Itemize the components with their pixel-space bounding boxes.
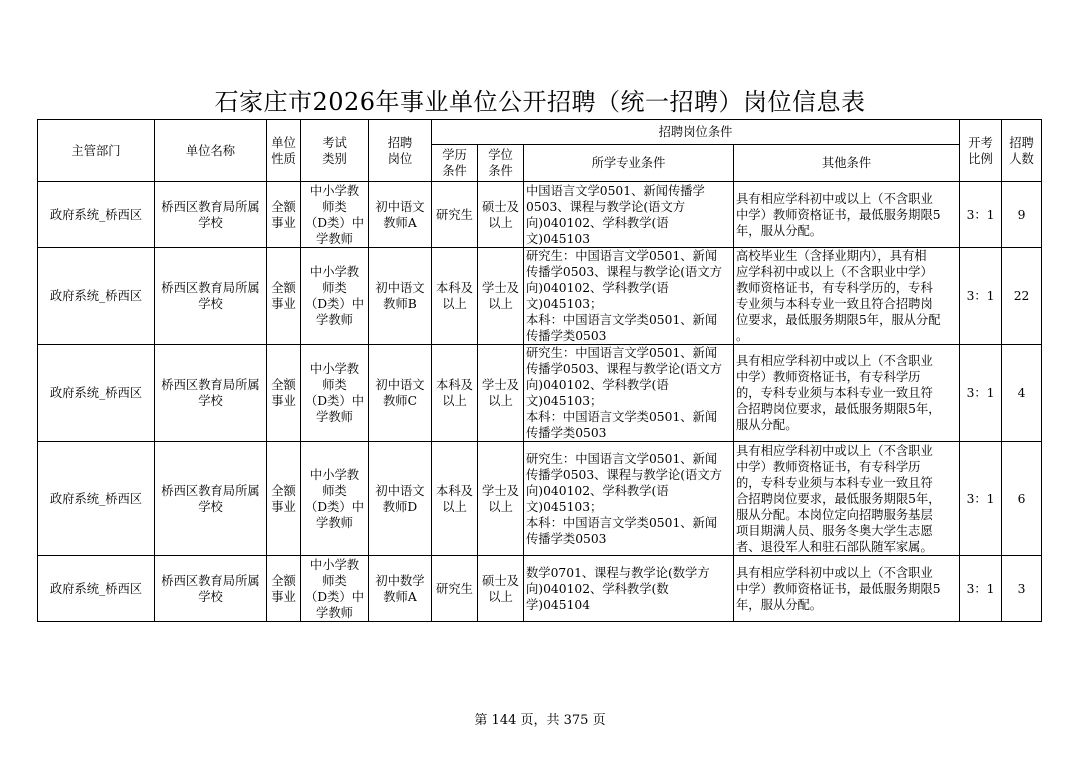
major-cell: 研究生：中国语言文学0501、新闻 传播学0503、课程与教学论(语文方 向)040102、学科教学(语 文)045103； 本科：中国语言文学类0501、新闻 传播学类0503 — [524, 248, 734, 345]
table-row — [38, 556, 1042, 622]
nature-cell: 全额 事业 — [267, 556, 301, 622]
ratio-cell: 3：1 — [960, 345, 1002, 442]
nature-cell: 全额 事业 — [267, 345, 301, 442]
post-cell: 初中语文 教师D — [369, 442, 432, 556]
header-nature: 单位 性质 — [267, 120, 301, 182]
ratio-cell: 3：1 — [960, 442, 1002, 556]
nature-cell: 全额 事业 — [267, 182, 301, 248]
edu-cell: 本科及 以上 — [432, 248, 478, 345]
page-title: 石家庄市2026年事业单位公开招聘（统一招聘）岗位信息表 — [214, 88, 866, 116]
table-row — [38, 345, 1042, 442]
exam-cell: 中小学教 师类 （D类）中 学教师 — [301, 248, 369, 345]
header-exam: 考试 类别 — [301, 120, 369, 182]
unit-cell: 桥西区教育局所属 学校 — [155, 442, 267, 556]
post-cell: 初中语文 教师B — [369, 248, 432, 345]
degree-cell: 硕士及 以上 — [478, 556, 524, 622]
ratio-cell: 3：1 — [960, 248, 1002, 345]
post-cell: 初中语文 教师A — [369, 182, 432, 248]
header-dept: 主管部门 — [38, 120, 155, 182]
exam-cell: 中小学教 师类 （D类）中 学教师 — [301, 345, 369, 442]
dept-cell: 政府系统_桥西区 — [38, 556, 155, 622]
nature-cell: 全额 事业 — [267, 442, 301, 556]
other-cell: 具有相应学科初中或以上（不含职业 中学）教师资格证书，有专科学历 的，专科专业须与本科专业一致且符 合招聘岗位要求，最低服务期限5年， 服从分配。 — [734, 345, 960, 442]
header-row-1 — [38, 120, 1042, 145]
post-cell: 初中数学 教师A — [369, 556, 432, 622]
edu-cell: 本科及 以上 — [432, 442, 478, 556]
other-cell: 具有相应学科初中或以上（不含职业 中学）教师资格证书，最低服务期限5 年，服从分配。 — [734, 556, 960, 622]
header-conditions: 招聘岗位条件 — [432, 120, 960, 145]
other-cell: 具有相应学科初中或以上（不含职业 中学）教师资格证书，有专科学历 的，专科专业须与本科专业一致且符 合招聘岗位要求，最低服务期限5年， 服从分配。本岗位定向招聘服务基层 项目期满人员、服务冬奥大学生志愿 者、退役军人和驻石部队随军家属。 — [734, 442, 960, 556]
major-cell: 研究生：中国语言文学0501、新闻 传播学0503、课程与教学论(语文方 向)040102、学科教学(语 文)045103； 本科：中国语言文学类0501、新闻 传播学类0503 — [524, 345, 734, 442]
other-cell: 高校毕业生（含择业期内），具有相 应学科初中或以上（不含职业中学） 教师资格证书，有专科学历的，专科 专业须与本科专业一致且符合招聘岗 位要求，最低服务期限5年，服从分配 。 — [734, 248, 960, 345]
degree-cell: 学士及 以上 — [478, 442, 524, 556]
major-cell: 中国语言文学0501、新闻传播学 0503、课程与教学论(语文方 向)040102、学科教学(语文)045103 — [524, 182, 734, 248]
unit-cell: 桥西区教育局所属 学校 — [155, 182, 267, 248]
nature-cell: 全额 事业 — [267, 248, 301, 345]
edu-cell: 研究生 — [432, 556, 478, 622]
ratio-cell: 3：1 — [960, 556, 1002, 622]
count-cell: 4 — [1002, 345, 1042, 442]
count-cell: 9 — [1002, 182, 1042, 248]
dept-cell: 政府系统_桥西区 — [38, 182, 155, 248]
dept-cell: 政府系统_桥西区 — [38, 248, 155, 345]
major-cell: 研究生：中国语言文学0501、新闻 传播学0503、课程与教学论(语文方 向)040102、学科教学(语 文)045103； 本科：中国语言文学类0501、新闻 传播学类0503 — [524, 442, 734, 556]
dept-cell: 政府系统_桥西区 — [38, 442, 155, 556]
header-major: 所学专业条件 — [524, 145, 734, 182]
header-edu: 学历 条件 — [432, 145, 478, 182]
header-unit: 单位名称 — [155, 120, 267, 182]
ratio-cell: 3：1 — [960, 182, 1002, 248]
unit-cell: 桥西区教育局所属 学校 — [155, 345, 267, 442]
other-cell: 具有相应学科初中或以上（不含职业 中学）教师资格证书，最低服务期限5 年，服从分配。 — [734, 182, 960, 248]
header-ratio: 开考 比例 — [960, 120, 1002, 182]
page-number-footer: 第 144 页，共 375 页 — [474, 713, 606, 728]
header-post: 招聘 岗位 — [369, 120, 432, 182]
unit-cell: 桥西区教育局所属 学校 — [155, 556, 267, 622]
job-table — [37, 119, 1042, 622]
edu-cell: 研究生 — [432, 182, 478, 248]
header-other: 其他条件 — [734, 145, 960, 182]
exam-cell: 中小学教 师类 （D类）中 学教师 — [301, 182, 369, 248]
major-cell: 数学0701、课程与教学论(数学方 向)040102、学科教学(数学)045104 — [524, 556, 734, 622]
table-row — [38, 442, 1042, 556]
table-row — [38, 182, 1042, 248]
count-cell: 3 — [1002, 556, 1042, 622]
exam-cell: 中小学教 师类 （D类）中 学教师 — [301, 556, 369, 622]
degree-cell: 学士及 以上 — [478, 345, 524, 442]
edu-cell: 本科及 以上 — [432, 345, 478, 442]
table-row — [38, 248, 1042, 345]
dept-cell: 政府系统_桥西区 — [38, 345, 155, 442]
degree-cell: 硕士及 以上 — [478, 182, 524, 248]
degree-cell: 学士及 以上 — [478, 248, 524, 345]
header-count: 招聘 人数 — [1002, 120, 1042, 182]
count-cell: 6 — [1002, 442, 1042, 556]
unit-cell: 桥西区教育局所属 学校 — [155, 248, 267, 345]
post-cell: 初中语文 教师C — [369, 345, 432, 442]
header-degree: 学位 条件 — [478, 145, 524, 182]
count-cell: 22 — [1002, 248, 1042, 345]
exam-cell: 中小学教 师类 （D类）中 学教师 — [301, 442, 369, 556]
